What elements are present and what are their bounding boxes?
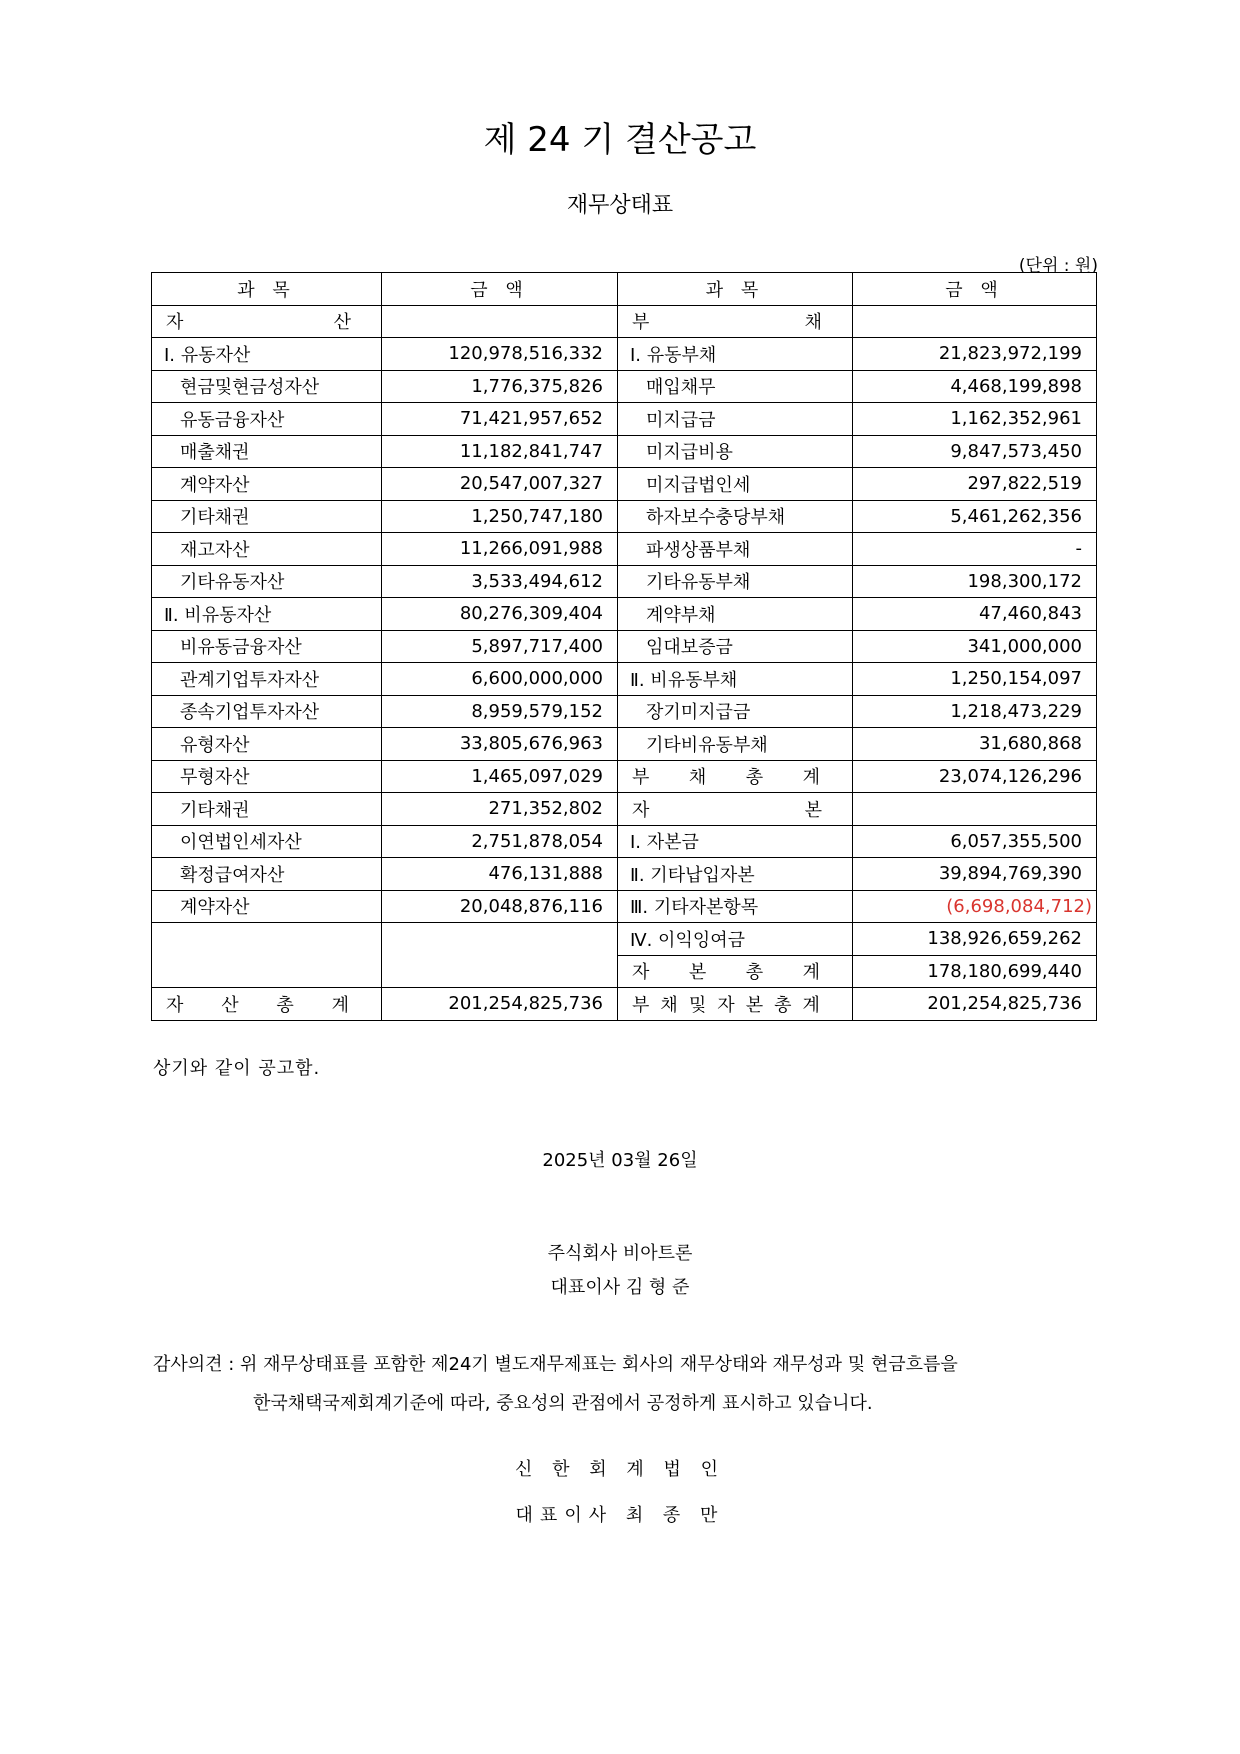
right-item-cell: Ⅲ. 기타자본항목 <box>618 890 853 923</box>
right-amount: 341,000,000 <box>853 630 1097 663</box>
left-item-label: 자 산 총 계 <box>166 994 349 1016</box>
table-row <box>152 598 1097 631</box>
table-row <box>152 923 1097 956</box>
table-row <box>152 630 1097 663</box>
right-amount: 9,847,573,450 <box>853 435 1097 468</box>
right-item-cell: 기타비유동부채 <box>618 728 853 761</box>
table-row <box>152 760 1097 793</box>
left-item-cell: 매출채권 <box>152 435 382 468</box>
page-title: 제 24 기 결산공고 <box>483 120 757 160</box>
left-item-cell: 확정급여자산 <box>152 858 382 891</box>
left-amount: 3,533,494,612 <box>382 565 618 598</box>
table-row <box>152 663 1097 696</box>
header-right-item: 과 목 <box>618 273 853 306</box>
right-amount: 178,180,699,440 <box>853 955 1097 988</box>
right-item-cell: 장기미지급금 <box>618 695 853 728</box>
table-row <box>152 305 1097 338</box>
right-amount: 47,460,843 <box>853 598 1097 631</box>
table-row <box>152 858 1097 891</box>
right-item-cell: 미지급금 <box>618 403 853 436</box>
right-item-cell: 미지급비용 <box>618 435 853 468</box>
right-amount: 1,162,352,961 <box>853 403 1097 436</box>
left-amount: 1,465,097,029 <box>382 760 618 793</box>
table-row <box>152 695 1097 728</box>
left-amount: 33,805,676,963 <box>382 728 618 761</box>
right-amount: (6,698,084,712) <box>853 890 1097 923</box>
right-amount: 23,074,126,296 <box>853 760 1097 793</box>
left-item-cell: 관계기업투자자산 <box>152 663 382 696</box>
left-amount: 476,131,888 <box>382 858 618 891</box>
right-item-cell: Ⅰ. 유동부채 <box>618 338 853 371</box>
left-amount: 11,266,091,988 <box>382 533 618 566</box>
company-ceo: 대표이사 김 형 준 <box>550 1277 690 1298</box>
right-amount: 1,218,473,229 <box>853 695 1097 728</box>
left-item-label: 자 산 <box>166 312 351 334</box>
right-amount: 198,300,172 <box>853 565 1097 598</box>
left-amount: 201,254,825,736 <box>382 988 618 1021</box>
right-item-cell <box>618 760 853 793</box>
balance-sheet-table <box>151 272 1097 1021</box>
left-item-cell: Ⅱ. 비유동자산 <box>152 598 382 631</box>
left-item-cell: 비유동금융자산 <box>152 630 382 663</box>
right-item-cell: Ⅳ. 이익잉여금 <box>618 923 853 956</box>
right-amount: 21,823,972,199 <box>853 338 1097 371</box>
header-row <box>152 273 1097 306</box>
left-item-cell: 기타채권 <box>152 793 382 826</box>
right-item-cell: Ⅰ. 자본금 <box>618 825 853 858</box>
right-amount: - <box>853 533 1097 566</box>
table-row <box>152 533 1097 566</box>
left-amount: 120,978,516,332 <box>382 338 618 371</box>
left-amount: 2,751,878,054 <box>382 825 618 858</box>
right-amount: 6,057,355,500 <box>853 825 1097 858</box>
right-item-cell: 파생상품부채 <box>618 533 853 566</box>
left-item-cell: 현금및현금성자산 <box>152 370 382 403</box>
right-amount: 1,250,154,097 <box>853 663 1097 696</box>
left-item-cell: 계약자산 <box>152 468 382 501</box>
right-amount: 39,894,769,390 <box>853 858 1097 891</box>
right-item-label: 자 본 <box>632 799 822 821</box>
table-row <box>152 728 1097 761</box>
left-amount: 71,421,957,652 <box>382 403 618 436</box>
left-amount: 1,776,375,826 <box>382 370 618 403</box>
left-amount <box>382 923 618 988</box>
table-row <box>152 825 1097 858</box>
right-item-cell <box>618 305 853 338</box>
left-amount: 80,276,309,404 <box>382 598 618 631</box>
table-row <box>152 370 1097 403</box>
left-item-cell: 유동금융자산 <box>152 403 382 436</box>
table-row <box>152 435 1097 468</box>
right-item-label: 부 채 <box>632 312 822 334</box>
right-item-cell: 매입채무 <box>618 370 853 403</box>
left-item-cell: 종속기업투자자산 <box>152 695 382 728</box>
left-item-cell: 기타채권 <box>152 500 382 533</box>
left-item-cell: 계약자산 <box>152 890 382 923</box>
right-item-cell: 미지급법인세 <box>618 468 853 501</box>
left-item-cell <box>152 923 382 988</box>
table-row <box>152 338 1097 371</box>
right-amount: 5,461,262,356 <box>853 500 1097 533</box>
right-item-cell: 하자보수충당부채 <box>618 500 853 533</box>
left-item-cell: 재고자산 <box>152 533 382 566</box>
right-item-cell: Ⅱ. 비유동부채 <box>618 663 853 696</box>
table-row <box>152 403 1097 436</box>
auditor-name: 신 한 회 계 법 인 <box>515 1459 725 1480</box>
left-amount <box>382 305 618 338</box>
left-item-cell: 이연법인세자산 <box>152 825 382 858</box>
left-amount: 8,959,579,152 <box>382 695 618 728</box>
left-amount: 20,547,007,327 <box>382 468 618 501</box>
right-item-label: 자 본 총 계 <box>632 962 820 984</box>
statement-title: 재무상태표 <box>566 193 674 218</box>
unit-label: (단위 : 원) <box>1018 256 1098 276</box>
table-row <box>152 500 1097 533</box>
announcement-date: 2025년 03월 26일 <box>542 1150 698 1171</box>
right-amount <box>853 793 1097 826</box>
table-row <box>152 565 1097 598</box>
company-name: 주식회사 비아트론 <box>547 1243 693 1264</box>
left-item-cell: 기타유동자산 <box>152 565 382 598</box>
audit-opinion-line-2: 한국채택국제회계기준에 따라, 중요성의 관점에서 공정하게 표시하고 있습니다. <box>253 1393 873 1414</box>
table-row <box>152 988 1097 1021</box>
table-row <box>152 793 1097 826</box>
left-item-cell: 무형자산 <box>152 760 382 793</box>
header-left-amount: 금 액 <box>382 273 618 306</box>
right-amount <box>853 305 1097 338</box>
notice-text: 상기와 같이 공고함. <box>153 1058 321 1079</box>
right-item-cell: 기타유동부채 <box>618 565 853 598</box>
auditor-ceo: 대표이사 최 종 만 <box>515 1505 725 1526</box>
right-item-cell <box>618 988 853 1021</box>
audit-opinion-line-1: 감사의견 : 위 재무상태표를 포함한 제24기 별도재무제표는 회사의 재무상태와 재무성과 및 현금흐름을 <box>153 1354 958 1375</box>
right-amount: 201,254,825,736 <box>853 988 1097 1021</box>
right-item-cell: Ⅱ. 기타납입자본 <box>618 858 853 891</box>
right-item-cell: 계약부채 <box>618 598 853 631</box>
header-right-amount: 금 액 <box>853 273 1097 306</box>
left-amount: 1,250,747,180 <box>382 500 618 533</box>
right-amount: 31,680,868 <box>853 728 1097 761</box>
left-item-cell <box>152 988 382 1021</box>
right-item-cell <box>618 793 853 826</box>
left-amount: 5,897,717,400 <box>382 630 618 663</box>
right-item-cell <box>618 955 853 988</box>
left-amount: 20,048,876,116 <box>382 890 618 923</box>
table-row <box>152 890 1097 923</box>
left-amount: 271,352,802 <box>382 793 618 826</box>
right-item-cell: 임대보증금 <box>618 630 853 663</box>
left-item-cell: Ⅰ. 유동자산 <box>152 338 382 371</box>
table-row <box>152 468 1097 501</box>
header-left-item: 과 목 <box>152 273 382 306</box>
right-amount: 4,468,199,898 <box>853 370 1097 403</box>
left-item-cell <box>152 305 382 338</box>
left-amount: 6,600,000,000 <box>382 663 618 696</box>
right-amount: 138,926,659,262 <box>853 923 1097 956</box>
right-item-label: 부 채 총 계 <box>632 767 820 789</box>
left-item-cell: 유형자산 <box>152 728 382 761</box>
left-amount: 11,182,841,747 <box>382 435 618 468</box>
right-item-label: 부 채 및 자 본 총 계 <box>632 994 820 1016</box>
right-amount: 297,822,519 <box>853 468 1097 501</box>
